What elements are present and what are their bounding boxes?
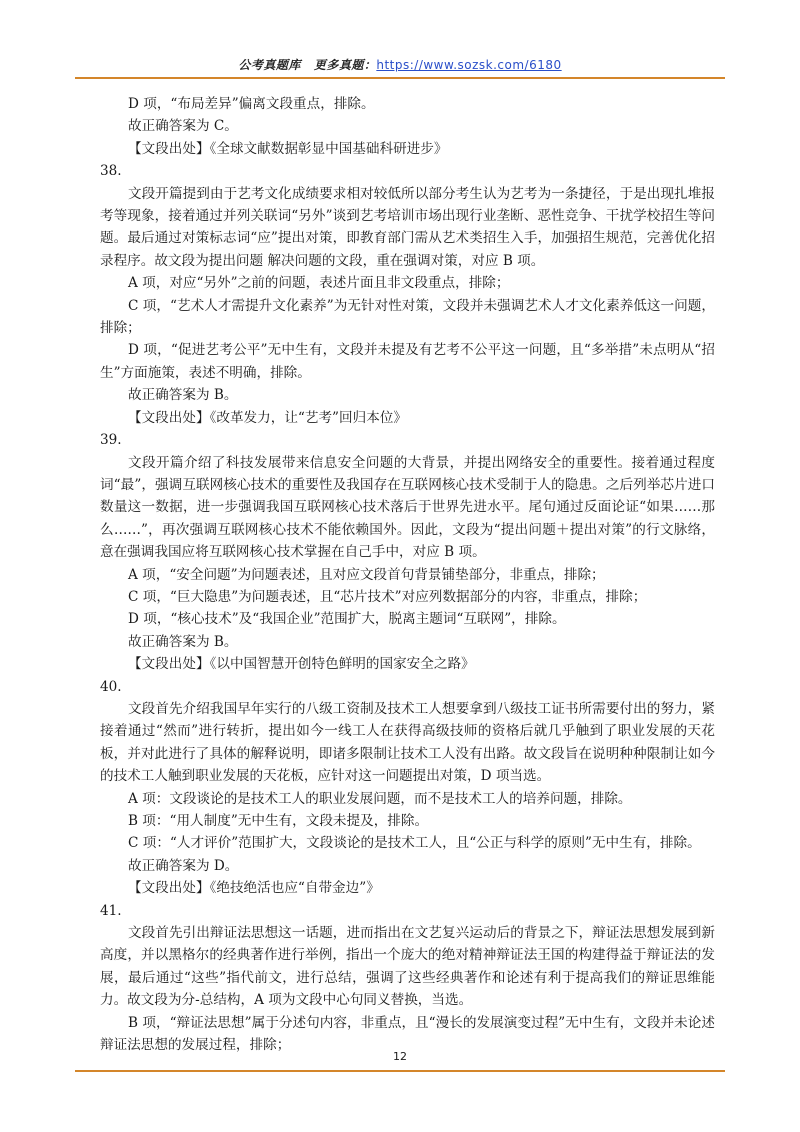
paragraph: D 项，“促进艺考公平”无中生有，文段并未提及有艺考不公平这一问题，且“多举措”未点明从“招生”方面施策，表述不明确，排除。 (100, 342, 715, 381)
header-divider (75, 77, 725, 79)
header-more-label: 更多真题： (313, 58, 377, 72)
page-header (75, 56, 725, 73)
page-number: 12 (393, 1050, 407, 1063)
header-url-link[interactable]: https://www.sozsk.com/6180 (376, 58, 562, 72)
paragraph: 40. (100, 678, 122, 695)
paragraph: D 项，“核心技术”及“我国企业”范围扩大，脱离主题词“互联网”，排除。 (128, 611, 566, 628)
paragraph: 【文段出处】《全球文献数据彰显中国基础科研进步》 (128, 140, 448, 157)
paragraph: 故正确答案为 D。 (128, 857, 239, 874)
paragraph: A 项：文段谈论的是技术工人的职业发展问题，而不是技术工人的培养问题，排除。 (128, 790, 632, 807)
paragraph: A 项，“安全问题”为问题表述，且对应文段首句背景铺垫部分，非重点，排除； (128, 566, 605, 583)
paragraph: C 项，“巨大隐患”为问题表述，且“芯片技术”对应列数据部分的内容，非重点，排除； (128, 588, 647, 605)
paragraph: 38. (100, 163, 122, 180)
paragraph: 文段开篇提到由于艺考文化成绩要求相对较低所以部分考生认为艺考为一条捷径，于是出现扎堆报考等现象，接着通过并列关联词“另外”谈到艺考培训市场出现行业垄断、恶性竞争、干扰学校招生等问题。最后通过对策标志词“应”提出对策，即教育部门需从艺术类招生入手，加强招生规范，完善优化招录程序。故文段为提出问题 解决问题的文段，重在强调对策，对应 B 项。 (100, 185, 715, 269)
paragraph: C 项：“人才评价”范围扩大，文段谈论的是技术工人，且“公正与科学的原则”无中生有，排除。 (128, 835, 701, 852)
paragraph: B 项，“辩证法思想”属于分述句内容，非重点，且“漫长的发展演变过程”无中生有，文段并未论述辩证法思想的发展过程，排除； (100, 1014, 715, 1054)
paragraph: A 项，对应“另外”之前的问题，表述片面且非文段重点，排除； (128, 275, 510, 292)
paragraph: 【文段出处】《绝技绝活也应“自带金边”》 (128, 880, 380, 897)
footer-divider (75, 1070, 725, 1072)
paragraph: 【文段出处】《以中国智慧开创特色鲜明的国家安全之路》 (128, 656, 475, 673)
paragraph: 故正确答案为 B。 (128, 387, 238, 404)
header-brand: 公考真题库 (238, 58, 301, 72)
paragraph: C 项，“艺术人才需提升文化素养”为无针对性对策，文段并未强调艺术人才文化素养低这一问题，排除； (100, 297, 715, 337)
paragraph: 故正确答案为 C。 (128, 118, 238, 135)
paragraph: D 项，“布局差异”偏离文段重点，排除。 (128, 96, 375, 112)
document-body (100, 93, 715, 1056)
paragraph: 故正确答案为 B。 (128, 633, 238, 650)
paragraph: 【文段出处】《改革发力，让“艺考”回归本位》 (128, 409, 407, 426)
paragraph: 文段首先介绍我国早年实行的八级工资制及技术工人想要拿到八级技工证书所需要付出的努力，紧接着通过“然而”进行转折，提出如今一线工人在获得高级技师的资格后就几乎触到了职业发展的天花板，并对此进行了具体的解释说明，即诸多限制让技术工人没有出路。故文段旨在说明种种限制让如今的技术工人触到职业发展的天花板，应针对这一问题提出对策，D 项当选。 (100, 700, 715, 785)
paragraph: 41. (100, 902, 122, 919)
paragraph: 文段首先引出辩证法思想这一话题，进而指出在文艺复兴运动后的背景之下，辩证法思想发展到新高度，并以黑格尔的经典著作进行举例，指出一个庞大的绝对精神辩证法王国的构建得益于辩证法的发展，最后通过“这些”指代前文，进行总结，强调了这些经典著作和论述有利于提高我们的辩证思维能力。故文段为分-总结构，A 项为文段中心句同义替换，当选。 (100, 925, 715, 1009)
paragraph: 39. (100, 432, 122, 449)
paragraph: 文段开篇介绍了科技发展带来信息安全问题的大背景，并提出网络安全的重要性。接着通过程度词“最”，强调互联网核心技术的重要性及我国存在互联网核心技术受制于人的隐患。之后列举芯片进口数量这一数据，进一步强调我国互联网核心技术落后于世界先进水平。尾句通过反面论证“如果……那么……”，再次强调互联网核心技术不能依赖国外。因此，文段为“提出问题＋提出对策”的行文脉络，意在强调我国应将互联网核心技术掌握在自己手中，对应 B 项。 (100, 454, 715, 561)
paragraph: B 项：“用人制度”无中生有，文段未提及，排除。 (128, 813, 429, 829)
